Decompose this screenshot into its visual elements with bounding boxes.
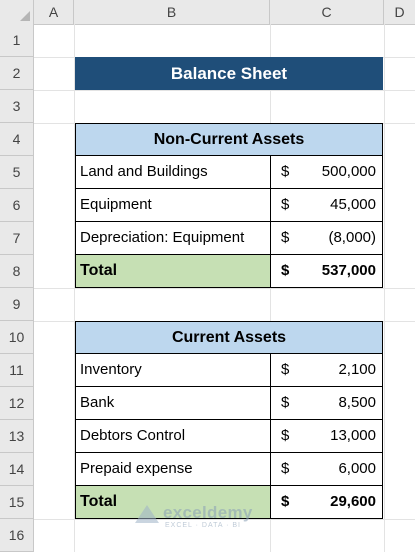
row-header-8[interactable]: 8 [0, 255, 33, 288]
table-row [75, 420, 383, 453]
total-amount-cell[interactable] [271, 486, 383, 518]
total-row [75, 255, 383, 288]
column-header-c[interactable]: C [270, 0, 384, 24]
watermark-name: exceldemy [163, 503, 253, 522]
currency-symbol: $ [281, 361, 290, 378]
table-row [75, 387, 383, 420]
row-header-bar [0, 24, 34, 552]
item-label-cell[interactable]: Prepaid expense [76, 453, 271, 485]
total-amount-value: 29,600 [330, 493, 376, 510]
row-header-4[interactable]: 4 [0, 123, 33, 156]
amount-value: 8,500 [338, 394, 376, 411]
item-label-cell[interactable]: Equipment [76, 189, 271, 221]
currency-symbol: $ [281, 229, 290, 246]
amount-cell[interactable] [271, 222, 383, 254]
table-row [75, 156, 383, 189]
column-header-d[interactable]: D [394, 4, 405, 20]
total-amount-cell[interactable] [271, 255, 383, 287]
table-row [75, 222, 383, 255]
table-row [75, 453, 383, 486]
non-current-assets-table [75, 123, 383, 288]
current-assets-header[interactable]: Current Assets [75, 321, 383, 354]
exceldemy-watermark [135, 503, 285, 529]
column-header-bar [0, 0, 415, 25]
row-header-6[interactable]: 6 [0, 189, 33, 222]
amount-value: 500,000 [321, 163, 376, 180]
row-header-3[interactable]: 3 [0, 90, 33, 123]
select-all-corner[interactable] [0, 0, 34, 24]
watermark-tagline: EXCEL · DATA · BI [165, 522, 241, 529]
balance-sheet-title[interactable]: Balance Sheet [75, 57, 383, 90]
currency-symbol: $ [281, 427, 290, 444]
amount-value: 13,000 [330, 427, 376, 444]
item-label-cell[interactable]: Land and Buildings [76, 156, 271, 188]
select-all-triangle-icon [20, 11, 30, 21]
row-header-10[interactable]: 10 [0, 321, 33, 354]
amount-cell[interactable] [271, 189, 383, 221]
non-current-assets-header[interactable]: Non-Current Assets [75, 123, 383, 156]
item-label-cell[interactable]: Bank [76, 387, 271, 419]
amount-cell[interactable] [271, 420, 383, 452]
amount-value: 2,100 [338, 361, 376, 378]
amount-cell[interactable] [271, 354, 383, 386]
current-assets-table [75, 321, 383, 519]
item-label-cell[interactable]: Depreciation: Equipment [76, 222, 271, 254]
gridline [34, 90, 415, 91]
amount-value: 6,000 [338, 460, 376, 477]
amount-cell[interactable] [271, 156, 383, 188]
exceldemy-logo-icon [135, 505, 159, 523]
row-header-1[interactable]: 1 [0, 24, 33, 57]
amount-value: (8,000) [328, 229, 376, 246]
row-header-13[interactable]: 13 [0, 420, 33, 453]
row-header-12[interactable]: 12 [0, 387, 33, 420]
amount-value: 45,000 [330, 196, 376, 213]
row-header-5[interactable]: 5 [0, 156, 33, 189]
table-row [75, 354, 383, 387]
currency-symbol: $ [281, 493, 290, 510]
item-label-cell[interactable]: Debtors Control [76, 420, 271, 452]
row-header-16[interactable]: 16 [0, 519, 33, 552]
row-header-11[interactable]: 11 [0, 354, 33, 387]
row-header-7[interactable]: 7 [0, 222, 33, 255]
currency-symbol: $ [281, 460, 290, 477]
total-amount-value: 537,000 [321, 262, 376, 279]
row-header-2[interactable]: 2 [0, 57, 33, 90]
currency-symbol: $ [281, 163, 290, 180]
total-label-cell[interactable]: Total [76, 255, 271, 287]
total-label-cell[interactable]: Total [76, 486, 271, 518]
currency-symbol: $ [281, 196, 290, 213]
column-header-b[interactable]: B [74, 0, 270, 24]
amount-cell[interactable] [271, 387, 383, 419]
row-header-15[interactable]: 15 [0, 486, 33, 519]
column-header-a[interactable]: A [34, 0, 74, 24]
table-row [75, 189, 383, 222]
row-header-14[interactable]: 14 [0, 453, 33, 486]
amount-cell[interactable] [271, 453, 383, 485]
currency-symbol: $ [281, 394, 290, 411]
currency-symbol: $ [281, 262, 290, 279]
item-label-cell[interactable]: Inventory [76, 354, 271, 386]
gridline [34, 288, 415, 289]
row-header-9[interactable]: 9 [0, 288, 33, 321]
